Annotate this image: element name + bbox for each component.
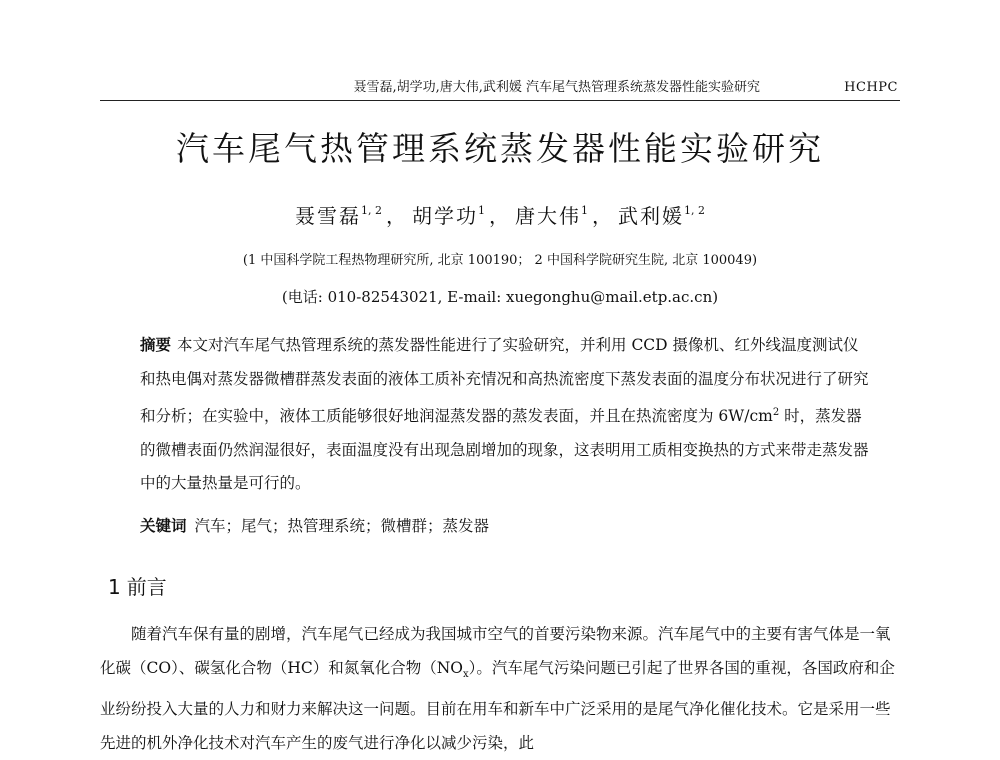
abstract-label: 摘要: [140, 335, 172, 354]
abstract-text-continued: 时，蒸发器的微槽表面仍然润湿很好，表面温度没有出现急剧增加的现象，这表明用工质相变换热的方式来带走蒸发器中的大量热量是可行的。: [140, 407, 869, 492]
keywords-label: 关键词: [140, 516, 187, 535]
section-title: 前言: [126, 575, 167, 599]
author-name: 聂雪磊: [295, 204, 361, 228]
keywords: [140, 512, 870, 540]
journal-name: HCHPC: [844, 80, 898, 95]
author-list: 聂雪磊$^{1, 2}$ ， 胡学功$^1$ ， 唐大伟$^1$ ， 武利媛$^{1, 2}$: [295, 204, 705, 228]
author-affil-mark: 1: [581, 204, 588, 217]
running-header: [100, 78, 900, 101]
body-subscript: x: [462, 669, 469, 681]
running-title: 聂雪磊,胡学功,唐大伟,武利媛 汽车尾气热管理系统蒸发器性能实验研究: [353, 80, 760, 95]
author-affil-mark: 1, 2: [684, 204, 705, 217]
abstract: [140, 328, 870, 501]
author-affil-mark: 1, 2: [361, 204, 382, 217]
body-text-continued: ）。汽车尾气污染问题已引起了世界各国的重视，各国政府和企业纷纷投入大量的人力和财力来解决这一问题。目前在用车和新车中广泛采用的是尾气净化催化技术。它是采用一些先进的机外净化技术对汽车产生的废气进行净化以减少污染，此: [100, 659, 895, 753]
contact-info: (电话: 010-82543021, E-mail: xuegonghu@mail.etp.ac.cn): [281, 288, 719, 306]
author-affil-mark: 1: [478, 204, 485, 217]
section-number: 1: [108, 575, 121, 599]
body-paragraph: [100, 617, 900, 760]
keywords-text: 汽车；尾气；热管理系统；微槽群；蒸发器: [194, 517, 490, 535]
author-name: 武利媛: [618, 204, 684, 228]
abstract-superscript: 2: [772, 407, 780, 418]
abstract-text: 本文对汽车尾气热管理系统的蒸发器性能进行了实验研究，并利用 CCD 摄像机、红外线温度测试仪和热电偶对蒸发器微槽群蒸发表面的液体工质补充情况和高热流密度下蒸发表面的温度分布状况进行了研究和分析；在实验中，液体工质能够很好地润湿蒸发器的蒸发表面，并且在热流密度为 6W/cm: [140, 336, 869, 425]
section-heading: [108, 572, 167, 602]
author-name: 胡学功: [412, 204, 478, 228]
paper-title: 汽车尾气热管理系统蒸发器性能实验研究: [176, 129, 824, 168]
affiliations: (1 中国科学院工程热物理研究所, 北京 100190； 2 中国科学院研究生院, 北京 100049): [242, 253, 758, 268]
author-name: 唐大伟: [515, 204, 581, 228]
body-text: 随着汽车保有量的剧增，汽车尾气已经成为我国城市空气的首要污染物来源。汽车尾气中的主要有害气体是一氧化碳（CO）、碳氢化合物（HC）和氮氧化合物（NO: [100, 625, 891, 677]
